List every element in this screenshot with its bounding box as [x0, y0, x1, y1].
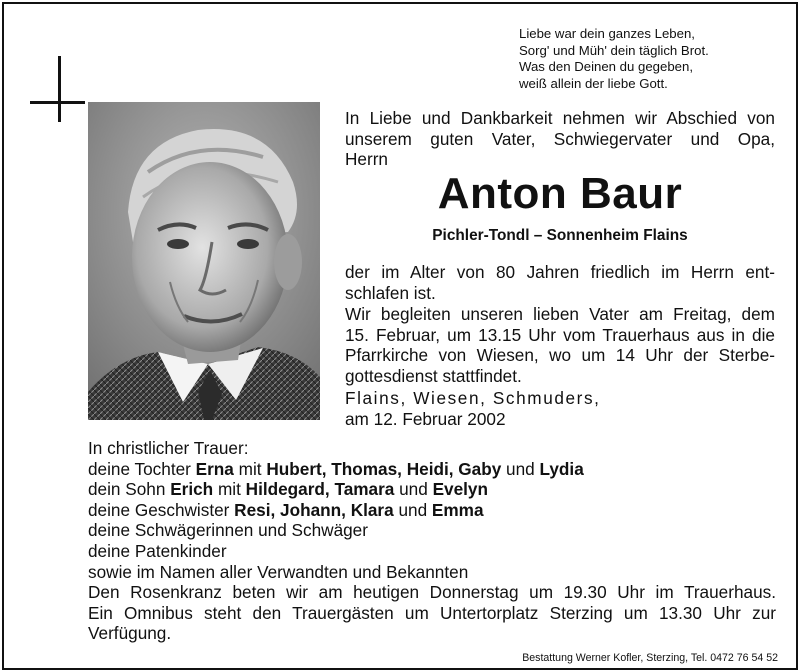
mourner-line: deine Tochter Erna mit Hubert, Thomas, Heidi, Gaby und Lydia — [88, 458, 584, 479]
obituary-notice — [2, 2, 798, 670]
place-date: Flains, Wiesen, Schmuders, am 12. Februar 2002 — [345, 388, 601, 429]
deceased-name: Anton Baur — [437, 169, 683, 218]
portrait-photo — [88, 102, 320, 420]
death-text: der im Alter von 80 Jahren friedlich im Herrn ent- schlafen ist. — [345, 262, 775, 303]
funeral-text: Wir begleiten unseren lieben Vater am Freitag, dem 15. Februar, um 13.15 Uhr vom Trauerhaus aus in die Pfarrkirche von Wiesen, wo um 14 Uhr der Sterbe- gottesdienst stattfindet. — [345, 304, 775, 386]
mourners-list — [88, 438, 788, 582]
rosary-notice: Den Rosenkranz beten wir am heutigen Donnerstag um 19.30 Uhr im Trauerhaus. Ein Omnibus steht den Trauergästen um Untertorplatz Sterzing um 13.30 Uhr zur Verfügung. — [88, 582, 776, 644]
intro-text: In Liebe und Dankbarkeit nehmen wir Abschied von unserem guten Vater, Schwiegervater und Opa, Herrn — [345, 108, 775, 170]
mourner-line: deine Schwägerinnen und Schwäger — [88, 520, 368, 541]
deceased-subtitle: Pichler-Tondl – Sonnenheim Flains — [432, 227, 688, 244]
mourners-heading: In christlicher Trauer: — [88, 438, 249, 458]
mourner-line: sowie im Namen aller Verwandten und Bekannten — [88, 561, 469, 582]
memorial-poem: Liebe war dein ganzes Leben, Sorg' und Müh' dein täglich Brot. Was den Deinen du gegeben, weiß allein der liebe Gott. — [519, 26, 709, 91]
portrait-image — [88, 102, 320, 420]
cross-icon-horizontal — [30, 101, 85, 104]
mourner-line: deine Patenkinder — [88, 540, 227, 561]
cross-icon-vertical — [58, 56, 61, 122]
mourner-line: dein Sohn Erich mit Hildegard, Tamara und Evelyn — [88, 479, 488, 500]
mourner-line: deine Geschwister Resi, Johann, Klara und Emma — [88, 499, 484, 520]
funeral-home-footer: Bestattung Werner Kofler, Sterzing, Tel. 0472 76 54 52 — [522, 652, 778, 664]
